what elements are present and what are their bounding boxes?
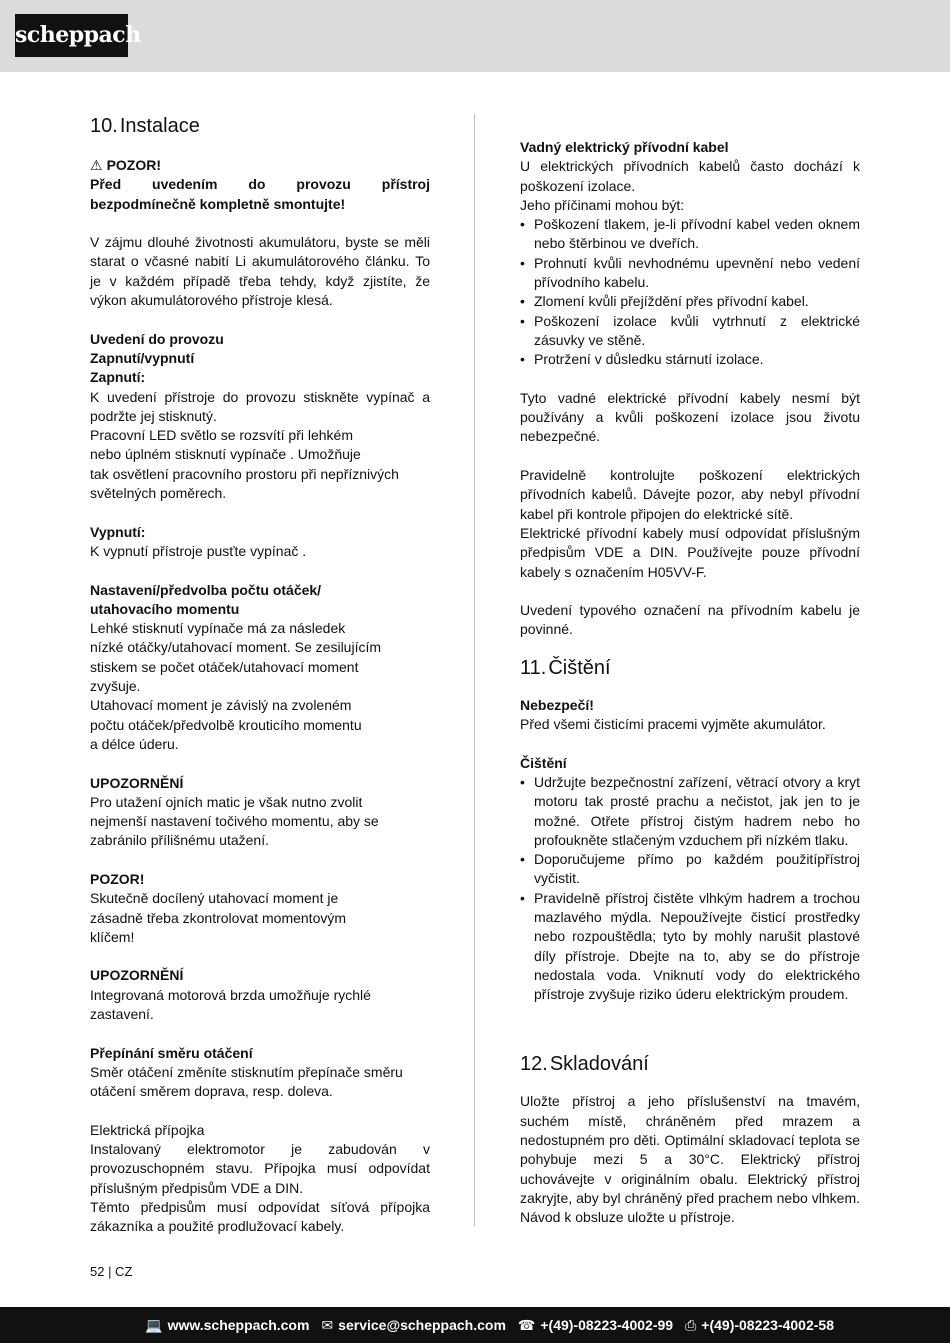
elektricka-heading: Elektrická přípojka [90,1121,205,1138]
header-bar [0,0,950,72]
zapnuti-heading: Zapnutí: [90,369,146,386]
nebezpeci-text: Před všemi čisticími pracemi vyjměte akumulátor. [520,716,826,733]
nastaveni-line: a délce úderu. [90,735,179,752]
column-divider [474,114,475,1226]
led-line: tak osvětlení pracovního prostoru při nepříznivých [90,465,399,482]
upozorneni-line: nejmenší nastavení točivého momentu, aby se [90,813,379,830]
list-item: • Doporučujeme přímo po každém použitípřístroj vyčistit. [520,850,860,889]
footer-fax: ⎙ +(49)-08223-4002-58 [685,1316,834,1333]
footer-web[interactable]: 💻 www.scheppach.com [145,1316,310,1333]
footer-email[interactable]: ✉ service@scheppach.com [321,1316,506,1333]
computer-icon: 💻 [145,1316,163,1333]
pozor-text: Před uvedením do provozu přístroj bezpodmínečně kompletně smontujte! [90,176,430,212]
prepinani-heading: Přepínání směru otáčení [90,1044,253,1061]
vadny-kabel-text: U elektrických přívodních kabelů často dochází k poškození izolace. [520,158,860,194]
list-item: • Poškození izolace kvůli vytrhnutí z elektrické zásuvky ve stěně. [520,312,860,351]
page-number: 52 | CZ [90,1264,133,1279]
kontrola-text: Pravidelně kontrolujte poškození elektrických přívodních kabelů. Dávejte pozor, aby nebyl přívodní kabel při kontrole připojen do elektrické sítě. [520,467,860,522]
phone-icon: ☎ [517,1316,536,1333]
nastaveni-line: nízké otáčky/utahovací moment. Se zesilujícím [90,639,382,656]
led-line: nebo úplném stisknutí vypínače . Umožňuje [90,446,361,463]
list-item: • Poškození tlakem, je-li přívodní kabel veden oknem nebo štěrbinou ve dveřích. [520,215,860,254]
list-item: • Prohnutí kvůli nevhodnému upevnění nebo vedení přívodního kabelu. [520,254,860,293]
right-column [520,138,860,1228]
list-item: • Udržujte bezpečnostní zařízení, větrací otvory a kryt motoru tak prosté prachu a nečistot, jak jen to je možné. Otřete přístroj čistým hadrem nebo ho profoukněte stlačeným vzduchem při nízkém tlaku. [520,773,860,850]
upozorneni-heading: UPOZORNĚNÍ [90,774,184,791]
battery-intro: V zájmu dlouhé životnosti akumulátoru, byste se měli starat o včasné nabití Li akumulátorového článku. To je v každém případě třeba tehdy, když zjistíte, že výkon akumulátorového přístroje klesá. [90,234,430,309]
left-column [90,112,430,1237]
list-item: • Protržení v důsledku stárnutí izolace. [520,350,860,369]
kontrola-text: Elektrické přívodní kabely musí odpovídat příslušným předpisům VDE a DIN. Používejte pouze přívodní kabely s označením H05VV-F. [520,524,860,580]
oznaceni-text: Uvedení typového označení na přívodním kabelu je povinné. [520,602,860,638]
list-item: • Pravidelně přístroj čistěte vlhkým hadrem a trochou mazlavého mýdla. Nepoužívejte čisticí prostředky nebo rozpouštědla; tyto by mohly narušit plastové díly přístroje. Dbejte na to, aby se do přístroje nedostala voda. Vniknutí vody do elektrického přístroje zvyšuje riziko úderu elektrickým proudem. [520,889,860,1005]
nebezpeci-heading: Nebezpečí! [520,696,594,713]
pozor2-line: klíčem! [90,928,135,945]
pozor2-heading: POZOR! [90,870,145,887]
nastaveni-line: Utahovací moment je závislý na zvoleném [90,697,352,714]
elektricka-text: Instalovaný elektromotor je zabudován v provozuschopném stavu. Přípojka musí odpovídat příslušným předpisům VDE a DIN. [90,1141,430,1196]
skladovani-text: Uložte přístroj a jeho příslušenství na tmavém, suchém místě, chráněném před mrazem a nedostupném pro děti. Optimální skladovací teplota se pohybuje mezi 5 a 30°C. Elektrický přístroj uchovávejte v originálním obalu. Elektrický přístroj zakryjte, aby byl chráněný před prachem nebo vlhkem. Návod k obsluze uložte u přístroje. [520,1093,860,1226]
nastaveni-heading: Nastavení/předvolba počtu otáček/ [90,581,322,598]
list-item: • Zlomení kvůli přejíždění přes přívodní kabel. [520,292,860,311]
zapnuti-text: K uvedení přístroje do provozu stiskněte vypínač a podržte jej stisknutý. [90,388,430,424]
section-11-heading: 11. Čištění [520,656,611,679]
pozor2-line: Skutečně docílený utahovací moment je [90,890,339,907]
priciny-intro: Jeho příčinami mohou být: [520,196,685,213]
cisteni-list [520,773,860,1005]
upozorneni2-heading: UPOZORNĚNÍ [90,967,184,984]
nastaveni-line: zvyšuje. [90,678,141,695]
led-line: světelných poměrech. [90,485,227,502]
prepinani-text: Směr otáčení změníte stisknutím přepínače směru otáčení směrem doprava, resp. doleva. [90,1063,403,1100]
pozor-label: ⚠ POZOR! [90,157,162,173]
section-12-heading: 12. Skladování [520,1053,649,1076]
upozorneni2-line: Integrovaná motorová brzda umožňuje rychlé [90,986,371,1003]
footer-bar [0,1307,950,1343]
cisteni-heading: Čištění [520,754,567,771]
nastaveni-line: počtu otáček/předvolbě krouticího momentu [90,716,362,733]
upozorneni-line: zabránilo přílišnému utažení. [90,832,269,849]
vadny-kabel-heading: Vadný elektrický přívodní kabel [520,139,729,155]
nastaveni-line: stiskem se počet otáček/utahovací moment [90,658,359,675]
footer-phone: ☎ +(49)-08223-4002-99 [517,1316,674,1333]
fax-icon: ⎙ [685,1316,697,1333]
nastaveni-line: Lehké stisknutí vypínače má za následek [90,620,346,637]
upozorneni2-line: zastavení. [90,1006,154,1023]
zapvyp-heading: Zapnutí/vypnutí [90,349,195,366]
led-line: Pracovní LED světlo se rozsvítí při lehkém [90,427,353,444]
section-10-heading: 10. Instalace [90,115,200,137]
vypnuti-text: K vypnutí přístroje pusťte vypínač . [90,542,307,559]
uvedeni-heading: Uvedení do provozu [90,330,224,347]
upozorneni-line: Pro utažení ojních matic je však nutno zvolit [90,793,363,810]
mail-icon: ✉ [321,1316,334,1333]
vadne-kabely-text: Tyto vadné elektrické přívodní kabely nesmí být používány a kvůli poškození izolace jsou životu nebezpečné. [520,389,860,445]
elektricka-text: Těmto předpisům musí odpovídat síťová přípojka zákazníka a použité prodlužovací kabely. [90,1199,430,1235]
nastaveni-heading: utahovacího momentu [90,600,240,617]
pozor2-line: zásadně třeba zkontrolovat momentovým [90,909,347,926]
vypnuti-heading: Vypnutí: [90,523,146,540]
warning-icon: ⚠ [90,157,103,173]
scheppach-logo: scheppach [15,14,128,57]
priciny-list [520,215,860,369]
